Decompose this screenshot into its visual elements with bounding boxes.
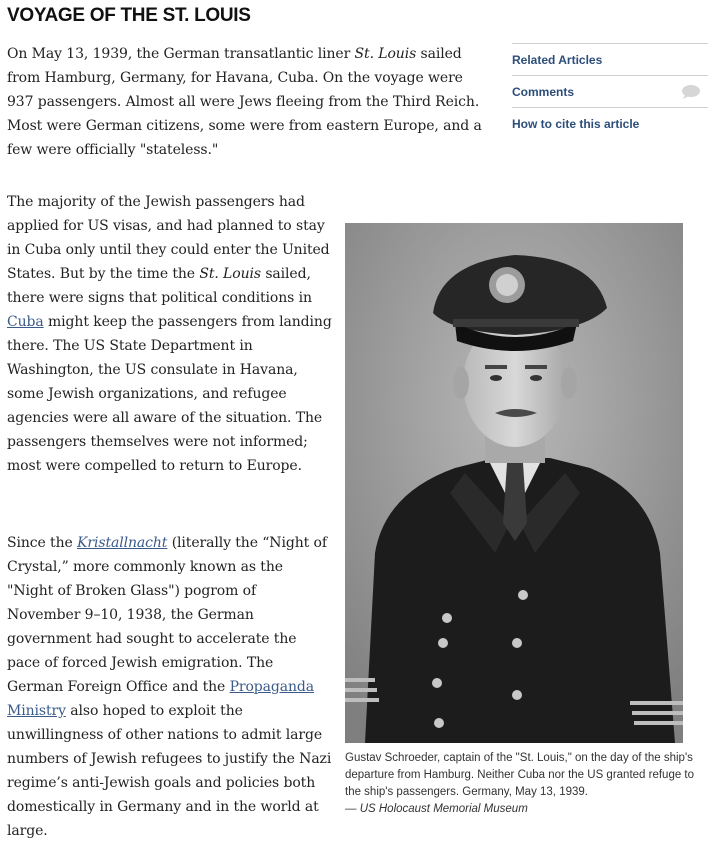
- ship-name: St. Louis: [354, 46, 417, 62]
- p3-text-b: (literally the “Night of Crystal,” more commonly known as the "Night of Broken Glass") pogrom of November 9–10, 1938, the German government had sought to accelerate the pace of forced Jewish emigration. The German Foreign Office and the: [7, 535, 327, 695]
- related-articles-link[interactable]: [512, 44, 708, 76]
- p1-text-b: sailed from Hamburg, Germany, for Havana, Cuba. On the voyage were 937 passengers. Almost all were Jews fleeing from the Third Reich. Most were German citizens, some were from eastern Europe, and a few were officially "stateless.": [7, 46, 482, 158]
- captain-photo: [345, 223, 683, 743]
- p2-text-a: The majority of the Jewish passengers had applied for US visas, and had planned to stay in Cuba only until they could enter the United States. But by the time the: [7, 194, 330, 282]
- comments-label: Comments: [512, 84, 575, 99]
- propaganda-ministry-link[interactable]: Propaganda Ministry: [7, 679, 315, 719]
- cuba-link[interactable]: Cuba: [7, 314, 44, 330]
- p2-text-b: sailed, there were signs that political conditions in: [7, 266, 312, 306]
- p3-text-c: also hoped to exploit the unwillingness of other nations to admit large numbers of Jewish refugees to justify the Nazi regime’s anti-Jewish goals and policies both domestically in Germany and in the world at large.: [7, 703, 332, 839]
- comments-link[interactable]: [512, 76, 708, 108]
- speech-bubble-icon: [680, 84, 702, 100]
- p1-text-a: On May 13, 1939, the German transatlantic liner: [7, 46, 355, 62]
- p3-text-a: Since the: [7, 535, 78, 551]
- ship-name: St. Louis: [199, 266, 261, 282]
- photo-caption: [345, 750, 710, 818]
- kristallnacht-link-label: Kristallnacht: [77, 535, 168, 551]
- captain-portrait-image: [345, 223, 683, 743]
- article-sidebar: [512, 43, 708, 139]
- page-title: VOYAGE OF THE ST. LOUIS: [7, 5, 251, 26]
- article-paragraph-2: [7, 190, 332, 478]
- p2-text-c: might keep the passengers from landing there. The US State Department in Washington, the US consulate in Havana, some Jewish organizations, and refugee agencies were all aware of the situation. The passengers themselves were not informed; most were compelled to return to Europe.: [7, 314, 332, 474]
- article-paragraph-1: [7, 42, 487, 162]
- cite-article-link[interactable]: [512, 108, 708, 139]
- photo-credit: — US Holocaust Memorial Museum: [345, 803, 528, 815]
- kristallnacht-link[interactable]: [77, 535, 167, 551]
- caption-text: Gustav Schroeder, captain of the "St. Louis," on the day of the ship's departure from Hamburg. Neither Cuba nor the US granted refuge to the ship's passengers. Germany, May 13, 1939.: [345, 752, 695, 798]
- related-articles-label: Related Articles: [512, 52, 603, 67]
- cite-article-label: How to cite this article: [512, 116, 640, 131]
- article-paragraph-3: [7, 531, 332, 843]
